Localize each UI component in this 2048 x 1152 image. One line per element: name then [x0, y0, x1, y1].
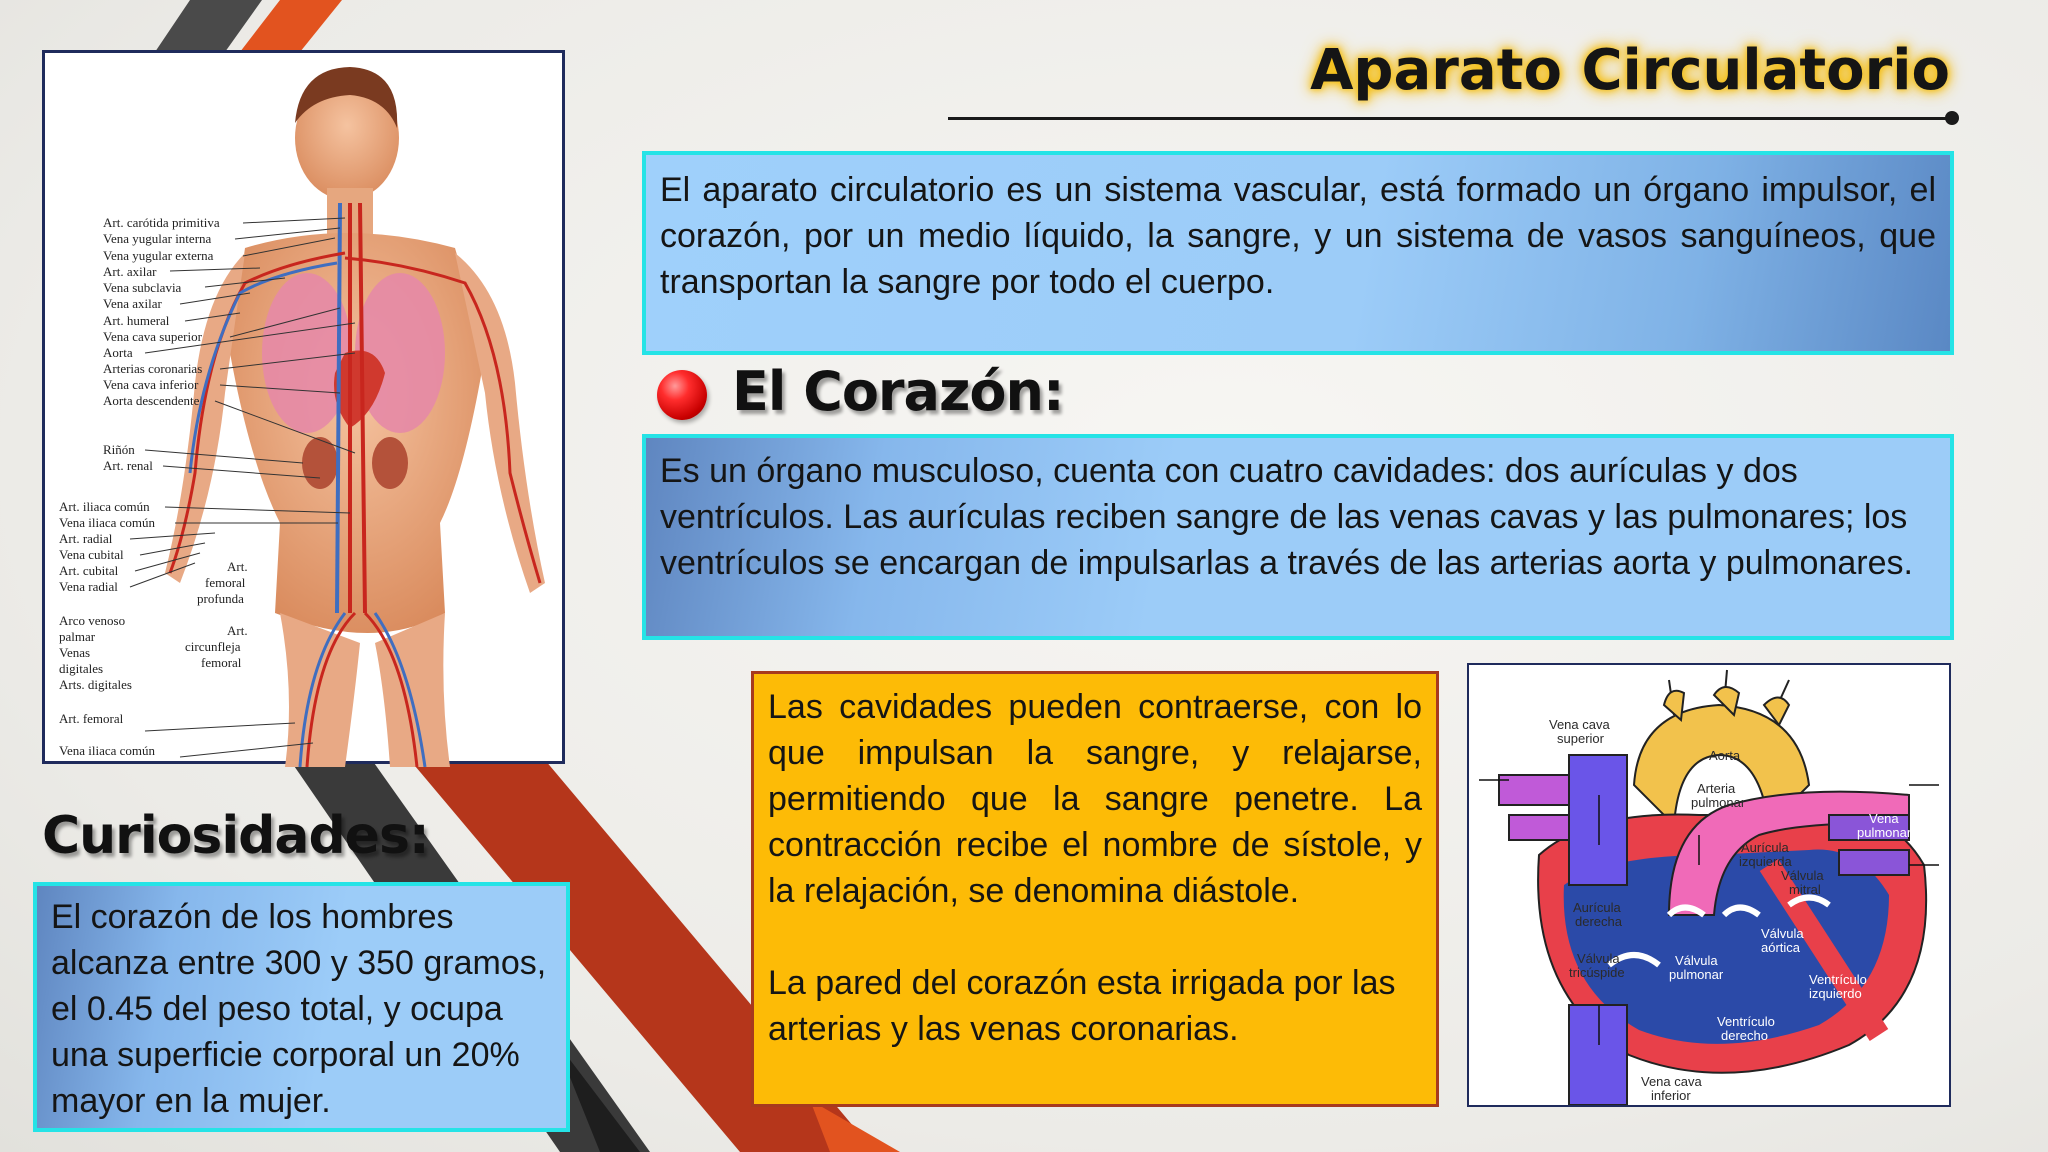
body-circulation-diagram: [42, 50, 565, 764]
label-rinon: Riñón: [103, 442, 135, 457]
label-vena-cava-inferior: Vena cava inferior: [103, 377, 199, 392]
label-art-iliaca-comun: Art. iliaca común: [59, 499, 150, 514]
label-art-femoral: Art. femoral: [59, 711, 124, 726]
label-ventriculo-derecho-2: derecho: [1721, 1028, 1768, 1043]
label-auricula-izquierda-2: izquierda: [1739, 854, 1792, 869]
label-vena-cava-superior-2: superior: [1557, 731, 1604, 746]
label-art-cubital: Art. cubital: [59, 563, 119, 578]
label-art-renal: Art. renal: [103, 458, 153, 473]
label-art-circunfleja-1: Art.: [227, 623, 248, 638]
label-art-femoral-profunda-1: Art.: [227, 559, 248, 574]
label-art-carotida: Art. carótida primitiva: [103, 215, 220, 230]
curiosities-text: El corazón de los hombres alcanza entre 300 y 350 gramos, el 0.45 del peso total, y ocupa una superficie corporal un 20% mayor en la mujer.: [51, 898, 547, 1120]
label-auricula-derecha-2: derecha: [1575, 914, 1622, 929]
label-arco-venoso: Arco venoso: [59, 613, 126, 628]
label-valvula-pulmonar-2: pulmonar: [1669, 967, 1724, 982]
label-art-radial: Art. radial: [59, 531, 113, 546]
label-valvula-tricuspide-1: Válvula: [1577, 951, 1620, 966]
label-ventriculo-derecho-1: Ventrículo: [1717, 1014, 1775, 1029]
label-vena-pulmonar-1: Vena: [1869, 811, 1899, 826]
cavities-paragraph-1: Las cavidades pueden contraerse, con lo que impulsan la sangre, y relajarse, permitiendo que la sangre penetre. La contracción recibe el nombre de sístole, y la relajación, se denomina diástole.: [768, 688, 1422, 910]
label-valvula-aortica-2: aórtica: [1761, 940, 1801, 955]
label-vena-cava-inferior-2: inferior: [1651, 1088, 1691, 1103]
curiosities-box: [33, 882, 570, 1132]
label-valvula-mitral-2: mitral: [1789, 882, 1821, 897]
intro-text-box: [642, 151, 1954, 355]
title-underline: [948, 117, 1952, 120]
label-ventriculo-izquierdo-2: izquierdo: [1809, 986, 1862, 1001]
label-vena-cava-superior: Vena cava superior: [103, 329, 202, 344]
intro-text: El aparato circulatorio es un sistema vascular, está formado un órgano impulsor, el corazón, por un medio líquido, la sangre, y un sistema de vasos sanguíneos, que transportan la sangre por todo el cuerpo.: [660, 171, 1936, 301]
label-art-humeral: Art. humeral: [103, 313, 170, 328]
label-venas: Venas: [59, 645, 91, 660]
label-valvula-pulmonar-1: Válvula: [1675, 953, 1718, 968]
label-art-circunfleja-2: circunfleja: [185, 639, 241, 654]
heart-description-box: [642, 434, 1954, 640]
label-vena-subclavia: Vena subclavia: [103, 280, 182, 295]
cavities-text-box: [751, 671, 1439, 1107]
label-vena-iliaca-comun: Vena iliaca común: [59, 515, 156, 530]
label-aorta: Aorta: [1709, 748, 1741, 763]
page-title: Aparato Circulatorio: [1310, 38, 1950, 103]
label-vena-axilar: Vena axilar: [103, 296, 162, 311]
heart-anatomy-diagram: [1467, 663, 1951, 1107]
label-vena-iliaca-comun-bottom: Vena iliaca común: [59, 743, 156, 758]
label-vena-cubital: Vena cubital: [59, 547, 124, 562]
label-vena-yugular-externa: Vena yugular externa: [103, 248, 214, 263]
label-art-circunfleja-3: femoral: [201, 655, 242, 670]
human-body-illustration: [45, 53, 568, 767]
label-valvula-aortica-1: Válvula: [1761, 926, 1804, 941]
label-ventriculo-izquierdo-1: Ventrículo: [1809, 972, 1867, 987]
label-vena-cava-inferior-1: Vena cava: [1641, 1074, 1702, 1089]
label-art-femoral-profunda-2: femoral: [205, 575, 246, 590]
label-vena-pulmonar-2: pulmonar: [1857, 825, 1912, 840]
label-valvula-tricuspide-2: tricúspide: [1569, 965, 1625, 980]
heart-illustration: [1469, 665, 1949, 1105]
curiosities-title: Curiosidades:: [42, 806, 429, 866]
label-arterias-coronarias: Arterias coronarias: [103, 361, 203, 376]
label-auricula-izquierda-1: Aurícula: [1741, 840, 1789, 855]
label-auricula-derecha-1: Aurícula: [1573, 900, 1621, 915]
label-palmar: palmar: [59, 629, 96, 644]
label-vena-yugular-interna: Vena yugular interna: [103, 231, 212, 246]
heart-description-text: Es un órgano musculoso, cuenta con cuatro cavidades: dos aurículas y dos ventrículos. Las aurículas reciben sangre de las venas cavas y las pulmonares; los ventrículos se encargan de impulsarlas a través de las arterias aorta y pulmonares.: [660, 452, 1913, 582]
label-arteria-pulmonar-1: Arteria: [1697, 781, 1736, 796]
label-art-axilar: Art. axilar: [103, 264, 157, 279]
label-art-femoral-profunda-3: profunda: [197, 591, 244, 606]
label-digitales: digitales: [59, 661, 104, 676]
label-arteria-pulmonar-2: pulmonar: [1691, 795, 1746, 810]
label-valvula-mitral-1: Válvula: [1781, 868, 1824, 883]
red-bullet-icon: [657, 370, 707, 420]
label-vena-cava-superior: Vena cava: [1549, 717, 1610, 732]
label-aorta-descendente: Aorta descendente: [103, 393, 200, 408]
title-underline-dot: [1945, 111, 1959, 125]
label-vena-radial: Vena radial: [59, 579, 118, 594]
heart-section-title: El Corazón:: [732, 360, 1064, 423]
cavities-paragraph-2: La pared del corazón esta irrigada por las arterias y las venas coronarias.: [768, 964, 1396, 1048]
label-aorta: Aorta: [103, 345, 133, 360]
label-arts-digitales: Arts. digitales: [59, 677, 132, 692]
